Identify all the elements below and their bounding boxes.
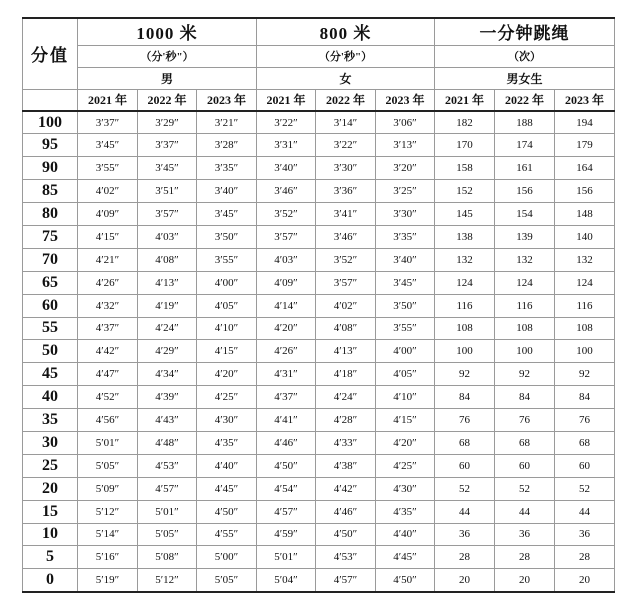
table-cell: 3′50″: [197, 225, 257, 248]
score-cell: 20: [23, 477, 78, 500]
table-cell: 145: [435, 203, 495, 226]
table-cell: 4′57″: [138, 477, 197, 500]
table-cell: 44: [435, 500, 495, 523]
score-cell: 30: [23, 431, 78, 454]
table-cell: 36: [495, 523, 555, 546]
table-cell: 3′51″: [138, 180, 197, 203]
table-cell: 5′05″: [197, 569, 257, 592]
table-cell: 108: [555, 317, 615, 340]
table-cell: 92: [435, 363, 495, 386]
table-cell: 44: [495, 500, 555, 523]
table-cell: 4′10″: [376, 386, 435, 409]
table-cell: 4′15″: [197, 340, 257, 363]
sex-1000m: 男: [78, 67, 257, 89]
table-cell: 92: [495, 363, 555, 386]
event-header-800m: 800 米: [257, 18, 435, 45]
table-cell: 4′15″: [78, 225, 138, 248]
table-cell: 68: [555, 431, 615, 454]
table-cell: 4′00″: [197, 271, 257, 294]
table-cell: 3′28″: [197, 134, 257, 157]
table-cell: 132: [495, 248, 555, 271]
table-row: [23, 363, 615, 386]
table-cell: 3′37″: [138, 134, 197, 157]
score-cell: 50: [23, 340, 78, 363]
score-cell: 5: [23, 546, 78, 569]
table-cell: 3′46″: [316, 225, 376, 248]
table-cell: 4′48″: [138, 431, 197, 454]
table-cell: 161: [495, 157, 555, 180]
table-cell: 3′52″: [257, 203, 316, 226]
table-cell: 108: [435, 317, 495, 340]
table-cell: 4′50″: [376, 569, 435, 592]
table-cell: 4′57″: [257, 500, 316, 523]
year-header: 2023 年: [555, 89, 615, 111]
table-cell: 4′53″: [316, 546, 376, 569]
table-cell: 182: [435, 111, 495, 134]
table-cell: 4′50″: [316, 523, 376, 546]
table-cell: 60: [495, 454, 555, 477]
year-header: 2022 年: [495, 89, 555, 111]
score-cell: 15: [23, 500, 78, 523]
table-cell: 156: [555, 180, 615, 203]
year-header: 2021 年: [435, 89, 495, 111]
table-cell: 5′01″: [138, 500, 197, 523]
table-cell: 5′05″: [138, 523, 197, 546]
table-cell: 4′52″: [78, 386, 138, 409]
table-cell: 3′29″: [138, 111, 197, 134]
table-cell: 4′03″: [257, 248, 316, 271]
table-cell: 4′18″: [316, 363, 376, 386]
table-cell: 4′29″: [138, 340, 197, 363]
score-cell: 35: [23, 409, 78, 432]
table-cell: 3′20″: [376, 157, 435, 180]
table-cell: 52: [555, 477, 615, 500]
table-cell: 4′31″: [257, 363, 316, 386]
table-cell: 3′21″: [197, 111, 257, 134]
table-cell: 164: [555, 157, 615, 180]
table-cell: 4′40″: [376, 523, 435, 546]
table-cell: 124: [435, 271, 495, 294]
table-cell: 4′59″: [257, 523, 316, 546]
table-cell: 152: [435, 180, 495, 203]
sex-800m: 女: [257, 67, 435, 89]
table-cell: 100: [495, 340, 555, 363]
score-cell: 25: [23, 454, 78, 477]
table-cell: 4′57″: [316, 569, 376, 592]
year-header: 2022 年: [316, 89, 376, 111]
table-cell: 4′25″: [197, 386, 257, 409]
table-cell: 3′52″: [316, 248, 376, 271]
score-cell: 10: [23, 523, 78, 546]
table-cell: 4′13″: [138, 271, 197, 294]
table-cell: 139: [495, 225, 555, 248]
table-cell: 4′24″: [138, 317, 197, 340]
table-cell: 124: [495, 271, 555, 294]
table-cell: 4′34″: [138, 363, 197, 386]
table-cell: 3′37″: [78, 111, 138, 134]
table-row: [23, 271, 615, 294]
table-body: [23, 111, 615, 592]
table-cell: 68: [435, 431, 495, 454]
table-cell: 4′26″: [257, 340, 316, 363]
table-cell: 28: [435, 546, 495, 569]
event-header-rope-skipping: 一分钟跳绳: [435, 18, 615, 45]
table-row: [23, 134, 615, 157]
table-cell: 4′08″: [138, 248, 197, 271]
table-cell: 4′24″: [316, 386, 376, 409]
score-cell: 80: [23, 203, 78, 226]
table-cell: 138: [435, 225, 495, 248]
table-cell: 4′55″: [197, 523, 257, 546]
table-cell: 140: [555, 225, 615, 248]
score-cell: 70: [23, 248, 78, 271]
table-cell: 60: [435, 454, 495, 477]
unit-1000m: （分'秒"）: [78, 45, 257, 67]
table-cell: 68: [495, 431, 555, 454]
table-row: [23, 111, 615, 134]
table-cell: 4′02″: [78, 180, 138, 203]
table-cell: 3′50″: [376, 294, 435, 317]
table-cell: 60: [555, 454, 615, 477]
table-cell: 4′32″: [78, 294, 138, 317]
table-cell: 4′37″: [78, 317, 138, 340]
table-cell: 44: [555, 500, 615, 523]
table-cell: 3′22″: [316, 134, 376, 157]
year-header-empty: [23, 89, 78, 111]
table-cell: 116: [435, 294, 495, 317]
table-cell: 4′15″: [376, 409, 435, 432]
table-cell: 5′09″: [78, 477, 138, 500]
year-header: 2022 年: [138, 89, 197, 111]
table-cell: 4′28″: [316, 409, 376, 432]
table-cell: 3′41″: [316, 203, 376, 226]
sex-rope-skipping: 男女生: [435, 67, 615, 89]
table-cell: 3′55″: [197, 248, 257, 271]
table-cell: 20: [435, 569, 495, 592]
table-cell: 4′08″: [316, 317, 376, 340]
table-cell: 4′46″: [316, 500, 376, 523]
table-cell: 4′42″: [316, 477, 376, 500]
table-cell: 4′47″: [78, 363, 138, 386]
table-cell: 4′20″: [376, 431, 435, 454]
table-row: [23, 157, 615, 180]
table-cell: 4′35″: [376, 500, 435, 523]
table-cell: 154: [495, 203, 555, 226]
table-cell: 92: [555, 363, 615, 386]
table-cell: 3′45″: [138, 157, 197, 180]
table-cell: 158: [435, 157, 495, 180]
score-cell: 100: [23, 111, 78, 134]
table-cell: 4′20″: [197, 363, 257, 386]
table-cell: 76: [495, 409, 555, 432]
table-cell: 36: [555, 523, 615, 546]
table-cell: 4′56″: [78, 409, 138, 432]
table-cell: 4′41″: [257, 409, 316, 432]
table-row: [23, 500, 615, 523]
table-cell: 3′31″: [257, 134, 316, 157]
table-row: [23, 386, 615, 409]
score-column-header: 分值: [23, 18, 78, 89]
table-cell: 3′36″: [316, 180, 376, 203]
table-row: [23, 248, 615, 271]
table-cell: 170: [435, 134, 495, 157]
table-cell: 5′12″: [138, 569, 197, 592]
table-row: [23, 546, 615, 569]
year-header: 2021 年: [257, 89, 316, 111]
score-cell: 95: [23, 134, 78, 157]
score-cell: 85: [23, 180, 78, 203]
table-row: [23, 180, 615, 203]
table-cell: 4′33″: [316, 431, 376, 454]
table-cell: 5′14″: [78, 523, 138, 546]
table-cell: 3′40″: [257, 157, 316, 180]
table-cell: 76: [555, 409, 615, 432]
table-cell: 3′57″: [316, 271, 376, 294]
year-header: 2023 年: [197, 89, 257, 111]
score-table: [22, 17, 615, 593]
table-cell: 116: [555, 294, 615, 317]
table-cell: 20: [495, 569, 555, 592]
table-cell: 3′55″: [78, 157, 138, 180]
table-cell: 4′37″: [257, 386, 316, 409]
table-cell: 3′57″: [138, 203, 197, 226]
table-cell: 4′09″: [78, 203, 138, 226]
table-cell: 4′19″: [138, 294, 197, 317]
table-cell: 179: [555, 134, 615, 157]
table-row: [23, 477, 615, 500]
table-cell: 188: [495, 111, 555, 134]
table-cell: 4′50″: [197, 500, 257, 523]
table-cell: 3′45″: [78, 134, 138, 157]
table-cell: 3′35″: [197, 157, 257, 180]
score-cell: 55: [23, 317, 78, 340]
table-cell: 52: [495, 477, 555, 500]
table-cell: 3′25″: [376, 180, 435, 203]
table-cell: 4′21″: [78, 248, 138, 271]
table-cell: 4′20″: [257, 317, 316, 340]
table-cell: 3′46″: [257, 180, 316, 203]
table-cell: 52: [435, 477, 495, 500]
table-cell: 5′05″: [78, 454, 138, 477]
table-cell: 5′01″: [78, 431, 138, 454]
table-cell: 36: [435, 523, 495, 546]
table-cell: 174: [495, 134, 555, 157]
table-cell: 3′45″: [376, 271, 435, 294]
table-cell: 4′03″: [138, 225, 197, 248]
table-cell: 4′38″: [316, 454, 376, 477]
score-cell: 75: [23, 225, 78, 248]
table-cell: 4′30″: [376, 477, 435, 500]
table-cell: 84: [435, 386, 495, 409]
table-cell: 4′00″: [376, 340, 435, 363]
table-cell: 124: [555, 271, 615, 294]
table-cell: 4′40″: [197, 454, 257, 477]
table-cell: 4′50″: [257, 454, 316, 477]
table-cell: 28: [495, 546, 555, 569]
table-cell: 4′54″: [257, 477, 316, 500]
score-cell: 40: [23, 386, 78, 409]
table-cell: 4′30″: [197, 409, 257, 432]
table-cell: 148: [555, 203, 615, 226]
table-row: [23, 523, 615, 546]
table-cell: 5′08″: [138, 546, 197, 569]
table-cell: 20: [555, 569, 615, 592]
table-cell: 4′14″: [257, 294, 316, 317]
table-cell: 132: [435, 248, 495, 271]
table-cell: 100: [435, 340, 495, 363]
table-cell: 3′45″: [197, 203, 257, 226]
event-header-1000m: 1000 米: [78, 18, 257, 45]
table-cell: 3′14″: [316, 111, 376, 134]
table-cell: 4′39″: [138, 386, 197, 409]
table-row: [23, 203, 615, 226]
table-cell: 84: [495, 386, 555, 409]
table-cell: 3′40″: [376, 248, 435, 271]
table-cell: 3′06″: [376, 111, 435, 134]
score-cell: 0: [23, 569, 78, 592]
year-header: 2021 年: [78, 89, 138, 111]
score-cell: 45: [23, 363, 78, 386]
table-cell: 3′22″: [257, 111, 316, 134]
table-cell: 100: [555, 340, 615, 363]
table-cell: 116: [495, 294, 555, 317]
table-cell: 28: [555, 546, 615, 569]
table-cell: 3′57″: [257, 225, 316, 248]
table-cell: 108: [495, 317, 555, 340]
table-cell: 5′19″: [78, 569, 138, 592]
table-cell: 5′00″: [197, 546, 257, 569]
table-cell: 4′05″: [376, 363, 435, 386]
table-row: [23, 225, 615, 248]
unit-rope-skipping: （次）: [435, 45, 615, 67]
year-header: 2023 年: [376, 89, 435, 111]
table-cell: 3′30″: [376, 203, 435, 226]
table-row: [23, 431, 615, 454]
table-cell: 4′35″: [197, 431, 257, 454]
table-header: [23, 18, 615, 111]
table-cell: 84: [555, 386, 615, 409]
table-cell: 3′35″: [376, 225, 435, 248]
table-cell: 4′10″: [197, 317, 257, 340]
table-cell: 4′26″: [78, 271, 138, 294]
table-row: [23, 569, 615, 592]
table-cell: 76: [435, 409, 495, 432]
table-cell: 5′12″: [78, 500, 138, 523]
table-cell: 3′30″: [316, 157, 376, 180]
table-cell: 5′04″: [257, 569, 316, 592]
score-cell: 90: [23, 157, 78, 180]
table-row: [23, 454, 615, 477]
table-cell: 4′05″: [197, 294, 257, 317]
table-cell: 3′55″: [376, 317, 435, 340]
year-header-row: [23, 89, 615, 111]
table-cell: 3′40″: [197, 180, 257, 203]
table-cell: 4′42″: [78, 340, 138, 363]
table-cell: 4′53″: [138, 454, 197, 477]
table-cell: 4′13″: [316, 340, 376, 363]
score-cell: 65: [23, 271, 78, 294]
table-cell: 4′45″: [376, 546, 435, 569]
table-cell: 5′16″: [78, 546, 138, 569]
table-cell: 5′01″: [257, 546, 316, 569]
table-cell: 4′45″: [197, 477, 257, 500]
table-row: [23, 294, 615, 317]
table-cell: 4′46″: [257, 431, 316, 454]
table-row: [23, 317, 615, 340]
table-cell: 3′13″: [376, 134, 435, 157]
table-cell: 132: [555, 248, 615, 271]
table-cell: 4′02″: [316, 294, 376, 317]
unit-800m: （分'秒"）: [257, 45, 435, 67]
table-cell: 4′43″: [138, 409, 197, 432]
table-row: [23, 340, 615, 363]
table-cell: 4′09″: [257, 271, 316, 294]
score-cell: 60: [23, 294, 78, 317]
table-cell: 156: [495, 180, 555, 203]
table-cell: 4′25″: [376, 454, 435, 477]
table-row: [23, 409, 615, 432]
table-cell: 194: [555, 111, 615, 134]
